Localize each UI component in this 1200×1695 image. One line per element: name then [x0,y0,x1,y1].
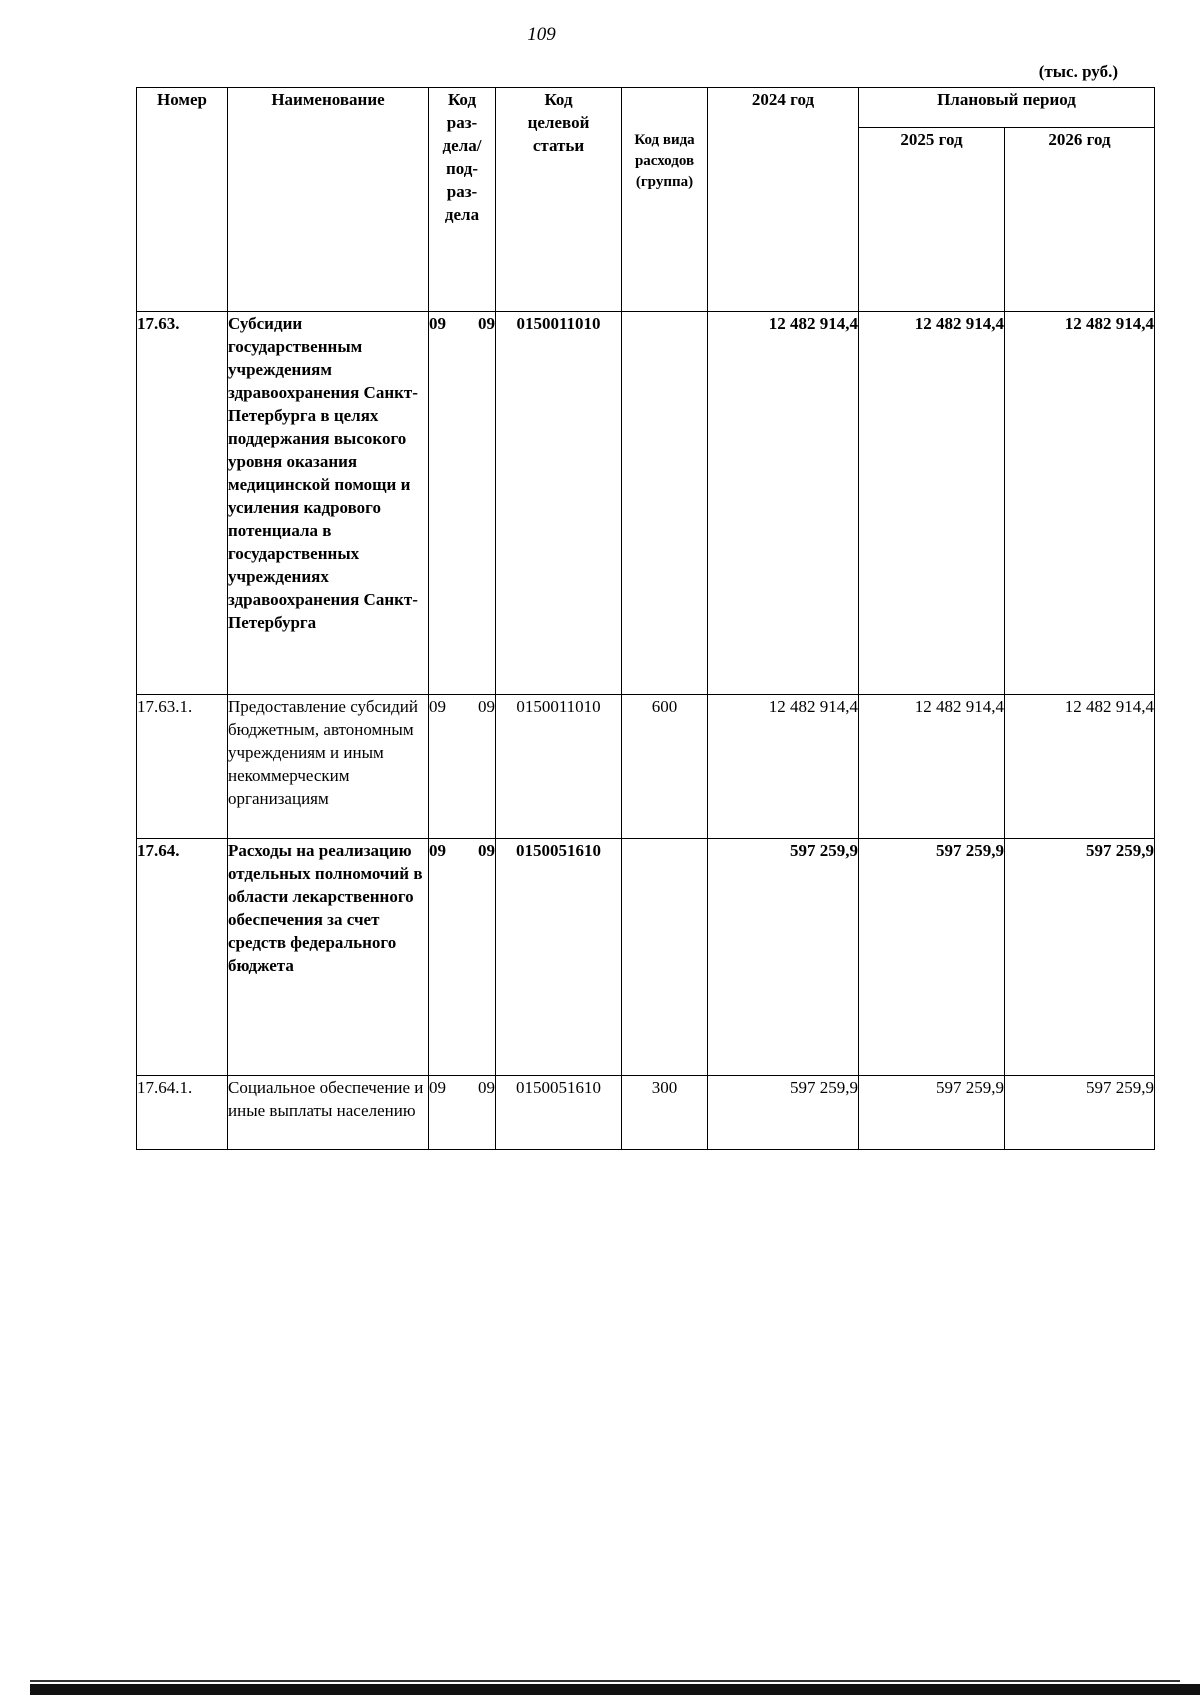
row-amount-2025: 597 259,9 [859,839,1005,1076]
units-label: (тыс. руб.) [1038,62,1118,81]
row-target-code: 0150011010 [496,312,622,695]
row-name: Расходы на реализацию отдельных полномочий в области лекарственного обеспечения за счет средств федерального бюджета [228,839,429,1076]
row-target-code: 0150011010 [496,695,622,839]
row-amount-2024: 12 482 914,4 [708,695,859,839]
subsection-code: 09 [478,1078,495,1097]
row-amount-2026: 12 482 914,4 [1005,312,1155,695]
row-amount-2025: 597 259,9 [859,1076,1005,1150]
row-amount-2025: 12 482 914,4 [859,695,1005,839]
section-code: 09 [429,1078,446,1097]
row-amount-2026: 12 482 914,4 [1005,695,1155,839]
row-expense-group: 600 [622,695,708,839]
row-name: Предоставление субсидий бюджетным, автономным учреждениям и иным некоммерческим организациям [228,695,429,839]
table-row [137,695,1155,839]
header-year-2024: 2024 год [708,88,859,312]
subsection-code: 09 [478,841,495,860]
header-target-code [496,88,622,312]
budget-table [136,87,1155,1150]
row-number: 17.64. [137,839,228,1076]
subsection-code: 09 [478,697,495,716]
bottom-edge-bar [30,1684,1200,1695]
subsection-code: 09 [478,314,495,333]
row-amount-2025: 12 482 914,4 [859,312,1005,695]
header-target-code-text: Код целевой статьи [527,90,590,155]
row-number: 17.63. [137,312,228,695]
row-section-code [429,312,496,695]
table-row [137,839,1155,1076]
header-expense-type: Код вида расходов (группа) [622,88,708,312]
header-year-2026: 2026 год [1005,128,1155,312]
row-target-code: 0150051610 [496,1076,622,1150]
header-planned-period: Плановый период [859,88,1155,128]
row-expense-group [622,839,708,1076]
section-code: 09 [429,697,446,716]
table-row [137,312,1155,695]
table-body [137,312,1155,1150]
section-code: 09 [429,314,446,333]
bottom-edge-line [30,1680,1180,1682]
table-row [137,1076,1155,1150]
row-amount-2026: 597 259,9 [1005,839,1155,1076]
header-name: Наименование [228,88,429,312]
section-code: 09 [429,841,446,860]
row-section-code [429,695,496,839]
row-section-code [429,1076,496,1150]
row-amount-2024: 597 259,9 [708,1076,859,1150]
header-number: Номер [137,88,228,312]
row-target-code: 0150051610 [496,839,622,1076]
page-number: 109 [527,24,556,45]
section-code-pair [429,695,495,718]
row-number: 17.64.1. [137,1076,228,1150]
row-name: Субсидии государственным учреждениям здравоохранения Санкт-Петербурга в целях поддержания высокого уровня оказания медицинской помощи и усиления кадрового потенциала в государственных учреждениях здравоохранения Санкт-Петербурга [228,312,429,695]
header-section-code-text: Код раз-дела/ под-раз-дела [442,90,482,224]
section-code-pair [429,839,495,862]
row-number: 17.63.1. [137,695,228,839]
header-section-code [429,88,496,312]
row-name: Социальное обеспечение и иные выплаты населению [228,1076,429,1150]
row-amount-2024: 12 482 914,4 [708,312,859,695]
row-expense-group: 300 [622,1076,708,1150]
header-year-2025: 2025 год [859,128,1005,312]
row-amount-2026: 597 259,9 [1005,1076,1155,1150]
section-code-pair [429,1076,495,1099]
row-amount-2024: 597 259,9 [708,839,859,1076]
row-expense-group [622,312,708,695]
row-section-code [429,839,496,1076]
section-code-pair [429,312,495,335]
